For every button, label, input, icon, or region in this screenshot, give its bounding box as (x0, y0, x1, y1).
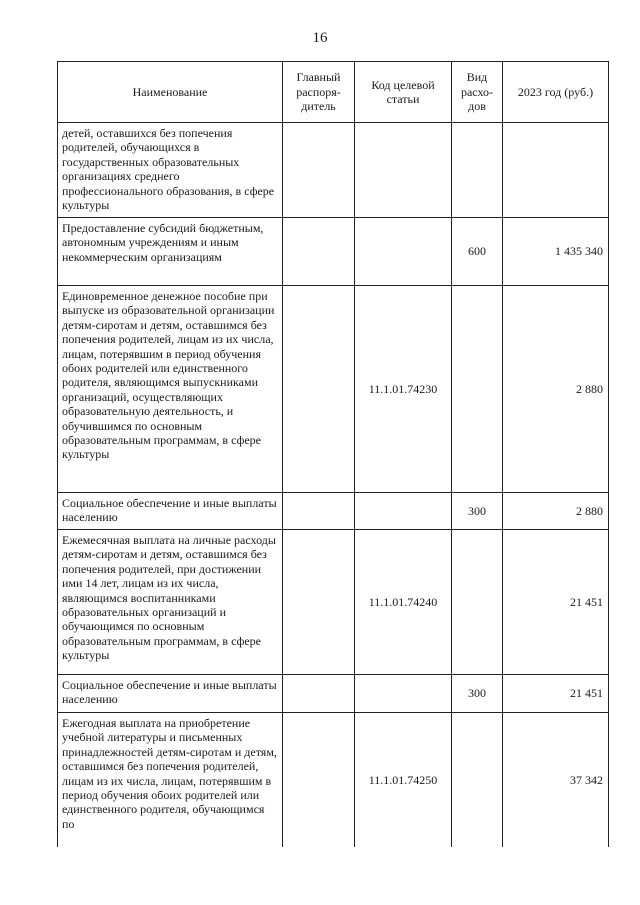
row-amount: 21 451 (503, 530, 609, 675)
row-chief (283, 218, 355, 286)
row-name: Социальное обеспечение и иные выплаты населению (58, 675, 283, 713)
table-row (58, 286, 609, 493)
row-code: 11.1.01.74250 (355, 713, 452, 847)
budget-table (57, 61, 609, 847)
row-name: Ежемесячная выплата на личные расходы детям-сиротам и детям, оставшимся без попечения родителей, при достижении ими 14 лет, лицам из их числа, являющимся воспитанниками образовательных организаций и обучающимся по основным образовательным программам, в сфере культуры (58, 530, 283, 675)
row-kind (452, 286, 503, 493)
table-row (58, 530, 609, 675)
row-amount (503, 123, 609, 218)
row-name: детей, оставшихся без попечения родителей, обучающихся в государственных образовательных организациях среднего профессионального образования, в сфере культуры (58, 123, 283, 218)
row-code (355, 218, 452, 286)
row-amount: 2 880 (503, 493, 609, 530)
row-kind: 600 (452, 218, 503, 286)
row-code (355, 123, 452, 218)
header-amount: 2023 год (руб.) (503, 62, 609, 123)
row-code (355, 675, 452, 713)
header-row (58, 62, 609, 123)
row-chief (283, 530, 355, 675)
row-amount: 37 342 (503, 713, 609, 847)
row-chief (283, 675, 355, 713)
row-code: 11.1.01.74230 (355, 286, 452, 493)
row-chief (283, 493, 355, 530)
header-name: Наименование (58, 62, 283, 123)
row-chief (283, 713, 355, 847)
row-kind: 300 (452, 493, 503, 530)
row-name: Социальное обеспечение и иные выплаты населению (58, 493, 283, 530)
row-code: 11.1.01.74240 (355, 530, 452, 675)
row-name: Единовременное денежное пособие при выпуске из образовательной организации детям-сиротам и детям, оставшимся без попечения родителей, лицам из их числа, лицам, потерявшим в период обучения обоих родителей или единственного родителя, являющимся выпускниками организаций, осуществляющих образовательную деятельность, и обучившимся по основным образовательным программам, в сфере культуры (58, 286, 283, 493)
row-name: Предоставление субсидий бюджетным, автономным учреждениям и иным некоммерческим организациям (58, 218, 283, 286)
row-chief (283, 123, 355, 218)
header-kind: Вид расхо-дов (452, 62, 503, 123)
table-row (58, 493, 609, 530)
row-kind: 300 (452, 675, 503, 713)
table-row (58, 713, 609, 847)
row-kind (452, 713, 503, 847)
row-name: Ежегодная выплата на приобретение учебной литературы и письменных принадлежностей детям-сиротам и детям, оставшимся без попечения родителей, лицам из их числа, лицам, потерявшим в период обучения обоих родителей или единственного родителя, обучающимся по (58, 713, 283, 847)
row-amount: 21 451 (503, 675, 609, 713)
row-code (355, 493, 452, 530)
table-row (58, 123, 609, 218)
row-chief (283, 286, 355, 493)
row-amount: 1 435 340 (503, 218, 609, 286)
header-chief: Главный распоря-дитель (283, 62, 355, 123)
table-row (58, 218, 609, 286)
table-row (58, 675, 609, 713)
row-amount: 2 880 (503, 286, 609, 493)
row-kind (452, 530, 503, 675)
header-code: Код целевой статьи (355, 62, 452, 123)
page-number: 16 (312, 30, 328, 46)
row-kind (452, 123, 503, 218)
